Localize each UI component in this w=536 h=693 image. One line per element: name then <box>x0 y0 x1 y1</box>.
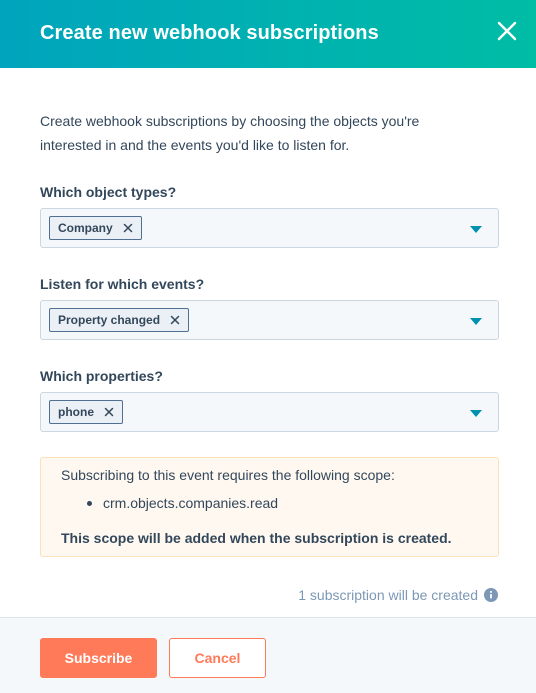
subscribe-button[interactable]: Subscribe <box>40 638 157 678</box>
scope-alert-note: This scope will be added when the subscription is created. <box>61 530 452 546</box>
properties-select[interactable] <box>40 392 499 432</box>
events-select[interactable] <box>40 300 499 340</box>
close-icon <box>104 407 114 417</box>
caret-down-icon <box>470 410 482 417</box>
scope-name: crm.objects.companies.read <box>103 495 279 511</box>
scope-alert <box>40 457 499 557</box>
properties-label: Which properties? <box>40 368 163 384</box>
caret-down-icon <box>470 226 482 233</box>
remove-chip-button[interactable] <box>123 223 133 233</box>
events-label: Listen for which events? <box>40 276 205 292</box>
close-icon <box>170 315 180 325</box>
modal-header <box>0 0 536 68</box>
object-types-select[interactable] <box>40 208 499 248</box>
subscription-count-text: 1 subscription will be created <box>298 587 478 603</box>
cancel-button[interactable]: Cancel <box>169 638 266 678</box>
chip-label: phone <box>58 405 94 419</box>
close-icon <box>496 20 518 42</box>
info-icon[interactable] <box>484 588 498 602</box>
modal-title: Create new webhook subscriptions <box>40 22 379 44</box>
remove-chip-button[interactable] <box>170 315 180 325</box>
remove-chip-button[interactable] <box>104 407 114 417</box>
close-icon <box>123 223 133 233</box>
scope-alert-text: Subscribing to this event requires the following scope: <box>61 467 395 483</box>
modal-footer <box>0 617 536 693</box>
scope-list-item <box>87 495 278 511</box>
selected-chip-company <box>49 216 142 240</box>
subscription-count <box>298 587 498 603</box>
chip-label: Property changed <box>58 313 161 327</box>
selected-chip-phone <box>49 400 123 424</box>
object-types-label: Which object types? <box>40 184 177 200</box>
close-button[interactable] <box>496 20 518 42</box>
caret-down-icon <box>470 318 482 325</box>
selected-chip-property-changed <box>49 308 189 332</box>
chip-label: Company <box>58 221 113 235</box>
intro-text: Create webhook subscriptions by choosing the objects you're interested in and the events you'd like to listen for. <box>40 113 420 153</box>
bullet-icon <box>87 501 92 506</box>
